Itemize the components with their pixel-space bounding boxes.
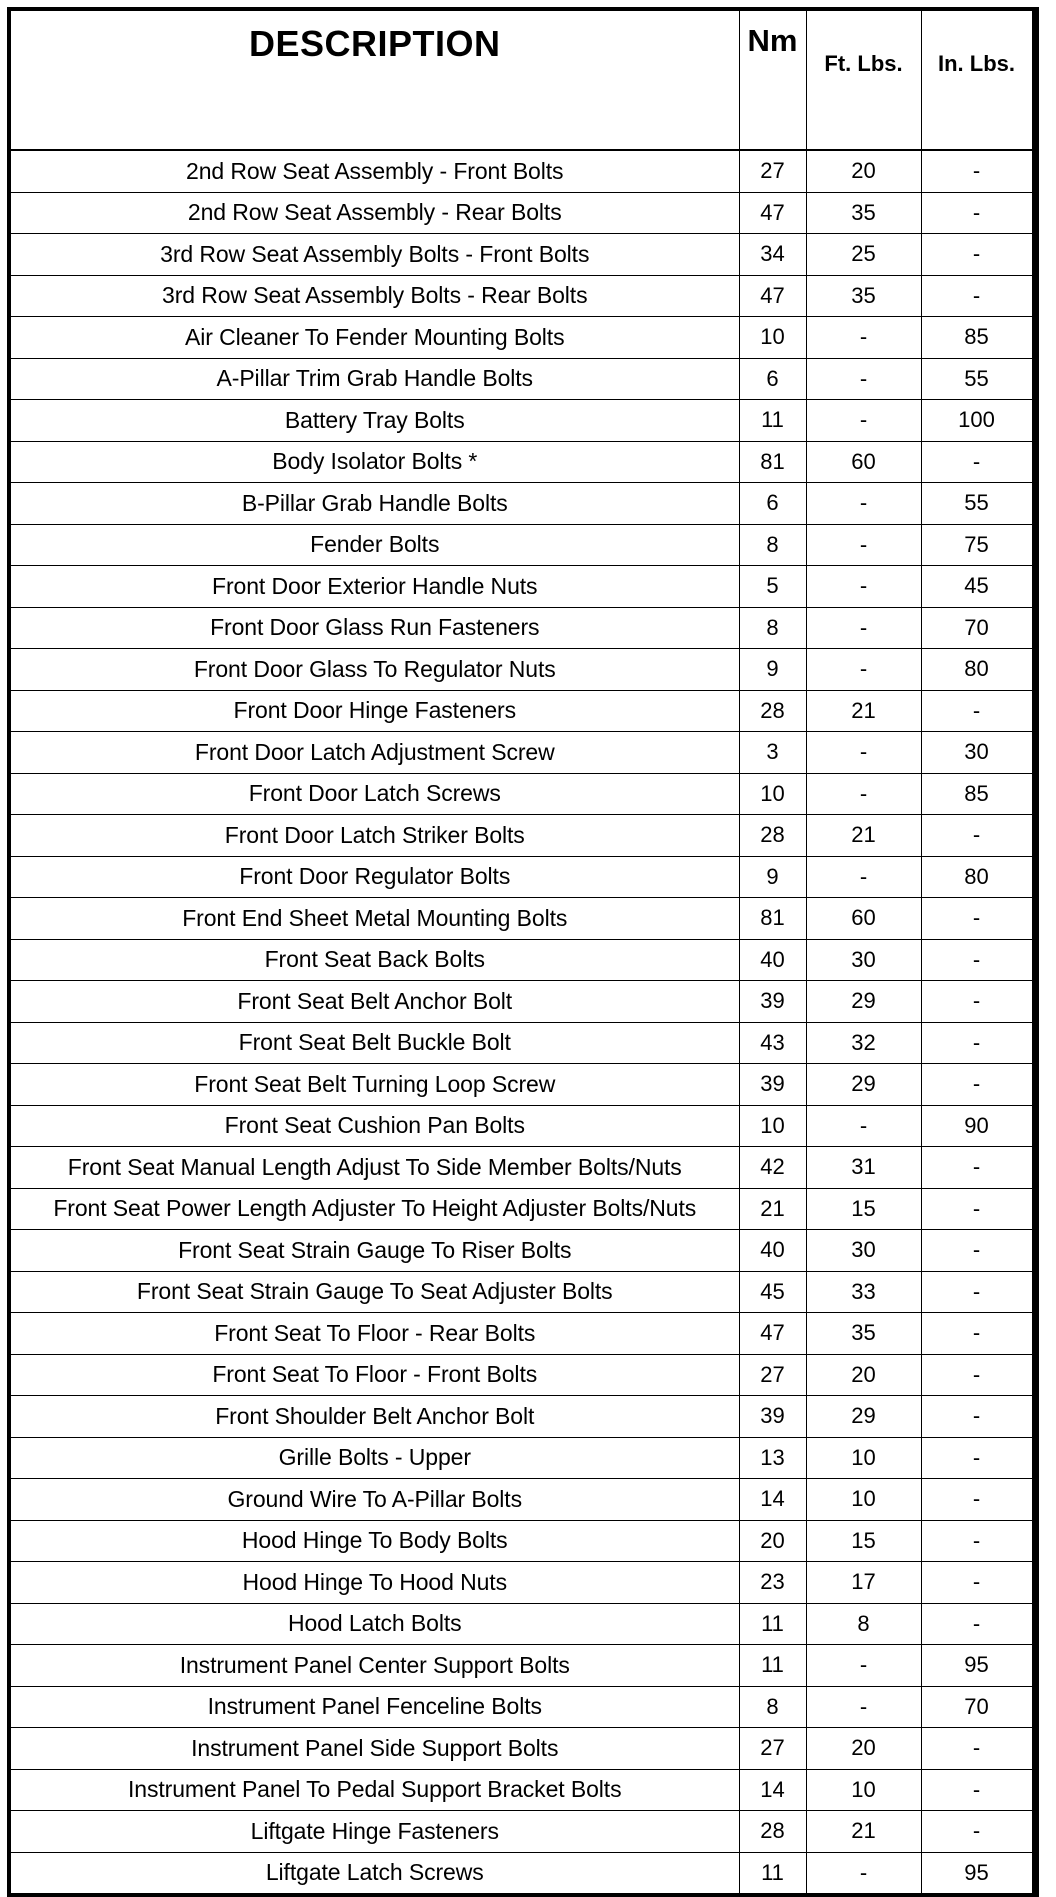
cell-description: Grille Bolts - Upper (9, 1437, 739, 1479)
table-row (9, 1022, 1035, 1064)
cell-nm: 11 (739, 1645, 806, 1687)
table-row (9, 275, 1035, 317)
cell-nm: 47 (739, 1313, 806, 1355)
cell-description: Front Seat Manual Length Adjust To Side Member Bolts/Nuts (9, 1147, 739, 1189)
table-row (9, 1105, 1035, 1147)
cell-in-lbs: 55 (921, 483, 1035, 525)
cell-in-lbs: - (921, 275, 1035, 317)
cell-nm: 45 (739, 1271, 806, 1313)
cell-in-lbs: - (921, 441, 1035, 483)
cell-nm: 3 (739, 732, 806, 774)
cell-nm: 10 (739, 773, 806, 815)
table-row (9, 192, 1035, 234)
table-row (9, 1811, 1035, 1853)
cell-nm: 9 (739, 649, 806, 691)
table-row (9, 317, 1035, 359)
cell-ft-lbs: - (806, 1686, 921, 1728)
cell-in-lbs: 45 (921, 566, 1035, 608)
cell-in-lbs: - (921, 1520, 1035, 1562)
cell-ft-lbs: 21 (806, 815, 921, 857)
cell-ft-lbs: - (806, 358, 921, 400)
table-row (9, 1562, 1035, 1604)
cell-in-lbs: - (921, 150, 1035, 192)
cell-description: Instrument Panel Side Support Bolts (9, 1728, 739, 1770)
cell-ft-lbs: 35 (806, 1313, 921, 1355)
table-row (9, 1645, 1035, 1687)
cell-in-lbs: - (921, 815, 1035, 857)
cell-description: Front Door Exterior Handle Nuts (9, 566, 739, 608)
cell-nm: 8 (739, 607, 806, 649)
cell-in-lbs: - (921, 192, 1035, 234)
cell-nm: 6 (739, 358, 806, 400)
cell-ft-lbs: - (806, 649, 921, 691)
cell-nm: 10 (739, 1105, 806, 1147)
cell-in-lbs: - (921, 1479, 1035, 1521)
cell-nm: 10 (739, 317, 806, 359)
cell-in-lbs: - (921, 690, 1035, 732)
cell-ft-lbs: - (806, 400, 921, 442)
table-row (9, 483, 1035, 525)
cell-nm: 23 (739, 1562, 806, 1604)
cell-nm: 28 (739, 815, 806, 857)
table-row (9, 732, 1035, 774)
table-row (9, 441, 1035, 483)
cell-description: Instrument Panel Center Support Bolts (9, 1645, 739, 1687)
cell-description: Front Door Hinge Fasteners (9, 690, 739, 732)
cell-in-lbs: - (921, 1562, 1035, 1604)
cell-description: Front Door Regulator Bolts (9, 856, 739, 898)
cell-description: Instrument Panel Fenceline Bolts (9, 1686, 739, 1728)
column-header-in-lbs: In. Lbs. (921, 9, 1035, 150)
cell-in-lbs: - (921, 1728, 1035, 1770)
table-row (9, 1728, 1035, 1770)
cell-ft-lbs: 15 (806, 1520, 921, 1562)
cell-nm: 27 (739, 150, 806, 192)
cell-nm: 81 (739, 898, 806, 940)
table-row (9, 1686, 1035, 1728)
cell-ft-lbs: - (806, 773, 921, 815)
torque-spec-table (7, 7, 1039, 1897)
cell-ft-lbs: 15 (806, 1188, 921, 1230)
cell-description: Front Seat Belt Anchor Bolt (9, 981, 739, 1023)
cell-in-lbs: 100 (921, 400, 1035, 442)
cell-description: Ground Wire To A-Pillar Bolts (9, 1479, 739, 1521)
cell-description: Front Seat Strain Gauge To Seat Adjuster Bolts (9, 1271, 739, 1313)
cell-nm: 5 (739, 566, 806, 608)
cell-description: Front Seat Cushion Pan Bolts (9, 1105, 739, 1147)
cell-description: Fender Bolts (9, 524, 739, 566)
cell-nm: 42 (739, 1147, 806, 1189)
cell-in-lbs: - (921, 1022, 1035, 1064)
cell-ft-lbs: 32 (806, 1022, 921, 1064)
table-row (9, 939, 1035, 981)
cell-nm: 40 (739, 939, 806, 981)
table-row (9, 1354, 1035, 1396)
cell-description: 3rd Row Seat Assembly Bolts - Rear Bolts (9, 275, 739, 317)
cell-ft-lbs: 29 (806, 1064, 921, 1106)
table-row (9, 898, 1035, 940)
cell-ft-lbs: 31 (806, 1147, 921, 1189)
cell-ft-lbs: - (806, 1852, 921, 1895)
cell-ft-lbs: - (806, 1105, 921, 1147)
cell-in-lbs: - (921, 234, 1035, 276)
cell-description: B-Pillar Grab Handle Bolts (9, 483, 739, 525)
cell-nm: 27 (739, 1728, 806, 1770)
cell-nm: 28 (739, 1811, 806, 1853)
cell-nm: 39 (739, 1064, 806, 1106)
cell-description: Front Seat Belt Buckle Bolt (9, 1022, 739, 1064)
cell-description: Front Door Latch Adjustment Screw (9, 732, 739, 774)
cell-in-lbs: - (921, 981, 1035, 1023)
cell-ft-lbs: 20 (806, 1354, 921, 1396)
cell-description: Hood Hinge To Body Bolts (9, 1520, 739, 1562)
cell-ft-lbs: 17 (806, 1562, 921, 1604)
cell-description: Front Door Latch Screws (9, 773, 739, 815)
cell-in-lbs: - (921, 1811, 1035, 1853)
table-row (9, 1852, 1035, 1895)
cell-description: Body Isolator Bolts * (9, 441, 739, 483)
table-row (9, 150, 1035, 192)
cell-description: Front Seat Strain Gauge To Riser Bolts (9, 1230, 739, 1272)
cell-ft-lbs: - (806, 732, 921, 774)
header-row (9, 9, 1035, 150)
table-row (9, 1479, 1035, 1521)
table-row (9, 1147, 1035, 1189)
cell-ft-lbs: - (806, 317, 921, 359)
table-row (9, 400, 1035, 442)
cell-nm: 8 (739, 1686, 806, 1728)
cell-in-lbs: - (921, 1396, 1035, 1438)
cell-in-lbs: - (921, 1603, 1035, 1645)
cell-ft-lbs: 33 (806, 1271, 921, 1313)
cell-in-lbs: - (921, 1188, 1035, 1230)
table-row (9, 1313, 1035, 1355)
cell-description: 3rd Row Seat Assembly Bolts - Front Bolts (9, 234, 739, 276)
cell-nm: 39 (739, 981, 806, 1023)
table-row (9, 1271, 1035, 1313)
cell-description: Air Cleaner To Fender Mounting Bolts (9, 317, 739, 359)
cell-ft-lbs: 60 (806, 898, 921, 940)
cell-in-lbs: 85 (921, 773, 1035, 815)
cell-nm: 14 (739, 1769, 806, 1811)
cell-in-lbs: - (921, 1313, 1035, 1355)
cell-ft-lbs: - (806, 607, 921, 649)
cell-ft-lbs: 35 (806, 192, 921, 234)
table-header (9, 9, 1035, 150)
cell-in-lbs: 85 (921, 317, 1035, 359)
table-row (9, 1064, 1035, 1106)
cell-ft-lbs: 30 (806, 939, 921, 981)
table-row (9, 815, 1035, 857)
cell-in-lbs: - (921, 1769, 1035, 1811)
cell-nm: 27 (739, 1354, 806, 1396)
cell-in-lbs: - (921, 898, 1035, 940)
cell-in-lbs: - (921, 939, 1035, 981)
cell-description: Front Seat To Floor - Rear Bolts (9, 1313, 739, 1355)
cell-nm: 21 (739, 1188, 806, 1230)
cell-ft-lbs: 35 (806, 275, 921, 317)
table-row (9, 1769, 1035, 1811)
table-row (9, 524, 1035, 566)
cell-ft-lbs: - (806, 483, 921, 525)
table-row (9, 1603, 1035, 1645)
table-row (9, 607, 1035, 649)
cell-ft-lbs: 30 (806, 1230, 921, 1272)
cell-ft-lbs: - (806, 856, 921, 898)
cell-in-lbs: 95 (921, 1852, 1035, 1895)
cell-nm: 13 (739, 1437, 806, 1479)
cell-ft-lbs: 29 (806, 1396, 921, 1438)
cell-nm: 11 (739, 1852, 806, 1895)
cell-nm: 9 (739, 856, 806, 898)
cell-ft-lbs: 8 (806, 1603, 921, 1645)
cell-in-lbs: 55 (921, 358, 1035, 400)
cell-nm: 11 (739, 400, 806, 442)
cell-ft-lbs: 10 (806, 1437, 921, 1479)
cell-nm: 43 (739, 1022, 806, 1064)
cell-in-lbs: 80 (921, 649, 1035, 691)
table-row (9, 690, 1035, 732)
cell-ft-lbs: - (806, 524, 921, 566)
cell-in-lbs: 90 (921, 1105, 1035, 1147)
cell-description: Front Seat To Floor - Front Bolts (9, 1354, 739, 1396)
cell-ft-lbs: - (806, 566, 921, 608)
cell-in-lbs: - (921, 1354, 1035, 1396)
column-header-description: DESCRIPTION (9, 9, 739, 150)
cell-in-lbs: - (921, 1230, 1035, 1272)
cell-ft-lbs: 10 (806, 1769, 921, 1811)
cell-description: 2nd Row Seat Assembly - Front Bolts (9, 150, 739, 192)
cell-description: Instrument Panel To Pedal Support Bracket Bolts (9, 1769, 739, 1811)
table-row (9, 649, 1035, 691)
column-header-ft-lbs: Ft. Lbs. (806, 9, 921, 150)
cell-nm: 20 (739, 1520, 806, 1562)
cell-nm: 14 (739, 1479, 806, 1521)
cell-description: Battery Tray Bolts (9, 400, 739, 442)
table-row (9, 566, 1035, 608)
cell-ft-lbs: 25 (806, 234, 921, 276)
cell-in-lbs: 75 (921, 524, 1035, 566)
cell-description: Front Door Latch Striker Bolts (9, 815, 739, 857)
cell-nm: 34 (739, 234, 806, 276)
table-row (9, 234, 1035, 276)
cell-description: A-Pillar Trim Grab Handle Bolts (9, 358, 739, 400)
torque-spec-page (7, 7, 1033, 1886)
cell-description: Front Shoulder Belt Anchor Bolt (9, 1396, 739, 1438)
cell-nm: 28 (739, 690, 806, 732)
table-row (9, 1230, 1035, 1272)
table-body (9, 150, 1035, 1895)
cell-ft-lbs: 21 (806, 1811, 921, 1853)
table-row (9, 856, 1035, 898)
cell-in-lbs: - (921, 1064, 1035, 1106)
cell-nm: 40 (739, 1230, 806, 1272)
cell-ft-lbs: - (806, 1645, 921, 1687)
cell-nm: 47 (739, 275, 806, 317)
cell-ft-lbs: 20 (806, 1728, 921, 1770)
cell-description: Front Seat Belt Turning Loop Screw (9, 1064, 739, 1106)
table-row (9, 773, 1035, 815)
cell-nm: 8 (739, 524, 806, 566)
cell-description: Hood Latch Bolts (9, 1603, 739, 1645)
cell-ft-lbs: 10 (806, 1479, 921, 1521)
table-row (9, 1188, 1035, 1230)
column-header-nm: Nm (739, 9, 806, 150)
cell-description: Liftgate Hinge Fasteners (9, 1811, 739, 1853)
cell-in-lbs: 95 (921, 1645, 1035, 1687)
cell-description: 2nd Row Seat Assembly - Rear Bolts (9, 192, 739, 234)
cell-in-lbs: 70 (921, 1686, 1035, 1728)
table-row (9, 1520, 1035, 1562)
cell-description: Hood Hinge To Hood Nuts (9, 1562, 739, 1604)
cell-nm: 11 (739, 1603, 806, 1645)
table-row (9, 981, 1035, 1023)
cell-in-lbs: - (921, 1437, 1035, 1479)
cell-in-lbs: - (921, 1147, 1035, 1189)
cell-in-lbs: - (921, 1271, 1035, 1313)
cell-description: Front Seat Power Length Adjuster To Height Adjuster Bolts/Nuts (9, 1188, 739, 1230)
cell-ft-lbs: 21 (806, 690, 921, 732)
cell-description: Front Seat Back Bolts (9, 939, 739, 981)
table-row (9, 358, 1035, 400)
cell-ft-lbs: 20 (806, 150, 921, 192)
cell-in-lbs: 80 (921, 856, 1035, 898)
cell-description: Front End Sheet Metal Mounting Bolts (9, 898, 739, 940)
cell-in-lbs: 70 (921, 607, 1035, 649)
cell-in-lbs: 30 (921, 732, 1035, 774)
cell-description: Front Door Glass To Regulator Nuts (9, 649, 739, 691)
cell-description: Front Door Glass Run Fasteners (9, 607, 739, 649)
table-row (9, 1437, 1035, 1479)
cell-description: Liftgate Latch Screws (9, 1852, 739, 1895)
cell-ft-lbs: 60 (806, 441, 921, 483)
cell-nm: 47 (739, 192, 806, 234)
cell-ft-lbs: 29 (806, 981, 921, 1023)
cell-nm: 39 (739, 1396, 806, 1438)
cell-nm: 6 (739, 483, 806, 525)
table-row (9, 1396, 1035, 1438)
cell-nm: 81 (739, 441, 806, 483)
